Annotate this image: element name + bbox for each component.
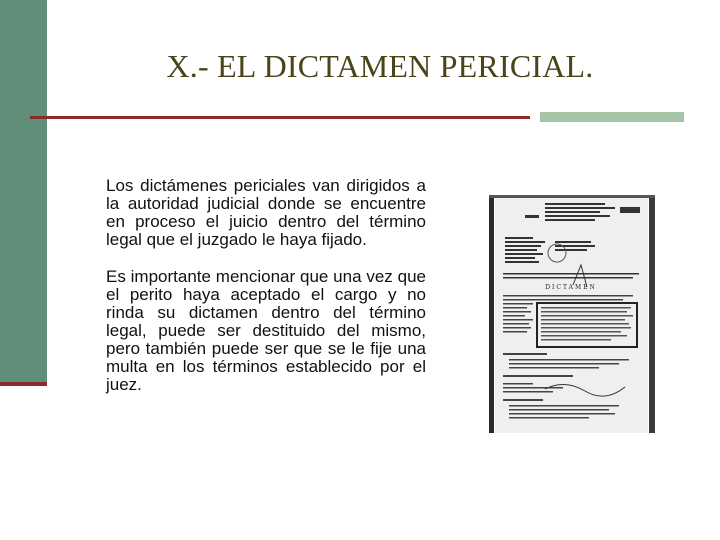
slide-title: X.- EL DICTAMEN PERICIAL. — [166, 48, 594, 84]
paragraph-2: Es importante mencionar que una vez que el perito haya aceptado el cargo y no rinda su dictamen dentro del término legal, puede ser destituido del mismo, pero también puede ser que se le fije una multa en los términos establecido por el juez. — [106, 267, 426, 394]
paragraph-1: Los dictámenes periciales van dirigidos a la autoridad judicial donde se encuentre en proceso el juicio dentro del término legal que el juzgado le haya fijado. — [106, 176, 426, 249]
title-divider — [30, 116, 530, 119]
document-heading: DICTAMEN — [545, 284, 597, 291]
title-accent-block — [540, 112, 684, 122]
scanned-document-graphic — [485, 193, 658, 435]
scanned-document-image — [485, 193, 658, 435]
side-accent-bar — [0, 0, 47, 384]
body-text — [106, 177, 426, 394]
side-accent-cap — [0, 382, 47, 386]
